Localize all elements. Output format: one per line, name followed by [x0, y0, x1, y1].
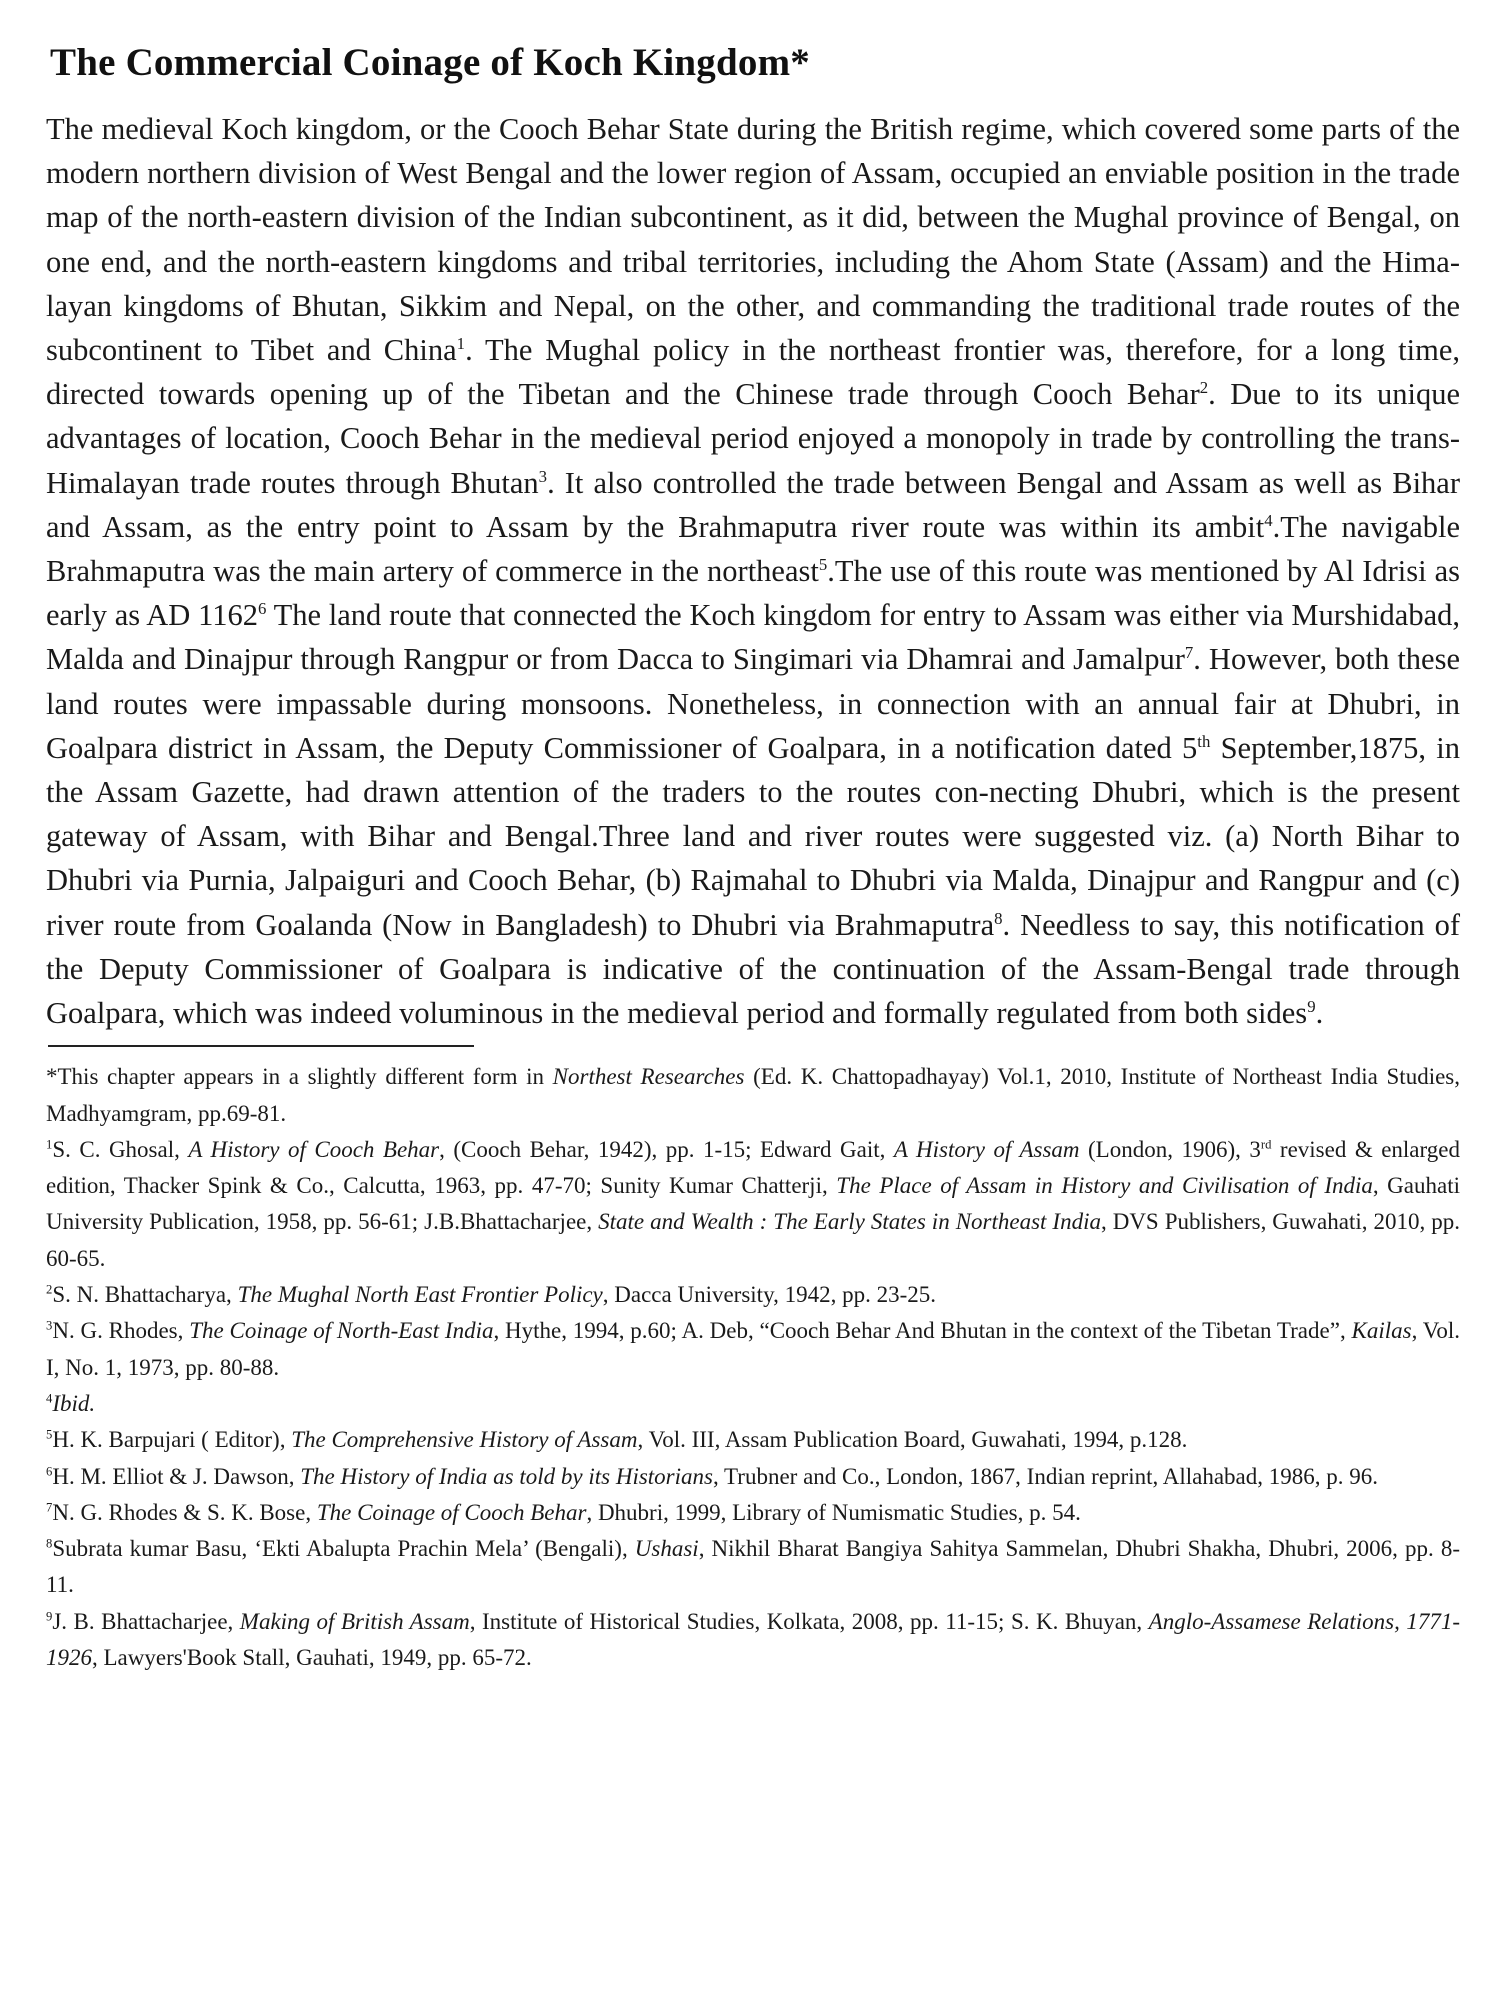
- footnote-9: $^9$J. B. Bhattacharjee, Making of British Assam, Institute of Historical Studies, Kolkata, 2008, pp. 11-15; S. K. Bhuyan, Anglo-Assamese Relations, 1771-1926, Lawyers'Book Stall, Gauhati, 1949, pp. 65-72.: [46, 1608, 1460, 1671]
- footnote-ref: 9: [1307, 996, 1316, 1016]
- footnote-3: $^3$N. G. Rhodes, The Coinage of North-East India, Hythe, 1994, p.60; A. Deb, “Cooch Behar And Bhutan in the context of the Tibetan Trade”, Kailas, Vol. I, No. 1, 1973, pp. 80-88.: [46, 1318, 1460, 1380]
- body-paragraph: The medieval Koch kingdom, or the Cooch Behar State during the British regime, which covered some parts of the modern northern division of West Bengal and the lower region of Assam, occupied an enviable position in the trade map of the north-eastern division of the Indian subcontinent, as it did, between the Mughal province of Bengal, on one end, and the north-eastern kingdoms and tribal territories, including the Ahom State (Assam) and the Hima-layan kingdoms of Bhutan, Sikkim and Nepal, on the other, and commanding the traditional trade routes of the subcontinent to Tibet and China$^1$. The Mughal policy in the northeast frontier was, therefore, for a long time, directed towards opening up of the Tibetan and the Chinese trade through Cooch Behar$^2$. Due to its unique advantages of location, Cooch Behar in the medieval period enjoyed a monopoly in trade by controlling the trans-Himalayan trade routes through Bhutan$^3$. It also controlled the trade between Bengal and Assam as well as Bihar and Assam, as the entry point to Assam by the Brahmaputra river route was within its ambit$^4$.The navigable Brahmaputra was the main artery of commerce in the northeast$^5$.The use of this route was mentioned by Al Idrisi as early as AD 1162$^6$ The land route that connected the Koch kingdom for entry to Assam was either via Murshidabad, Malda and Dinajpur through Rangpur or from Dacca to Singimari via Dhamrai and Jamalpur$^7$. However, both these land routes were impassable during monsoons. Nonetheless, in connection with an annual fair at Dhubri, in Goalpara district in Assam, the Deputy Commissioner of Goalpara, in a notification dated 5th September,1875, in the Assam Gazette, had drawn attention of the traders to the routes con-necting Dhubri, which is the present gateway of Assam, with Bihar and Bengal.Three land and river routes were suggested viz. (a) North Bihar to Dhubri via Purnia, Jalpaiguri and Cooch Behar, (b) Rajmahal to Dhubri via Malda, Dinajpur and Rangpur and (c) river route from Goalanda (Now in Bangladesh) to Dhubri via Brahmaputra$^8$. Needless to say, this notification of the Deputy Commissioner of Goalpara is indicative of the continuation of the Assam-Bengal trade through Goalpara, which was indeed voluminous in the medieval period and formally regulated from both sides$^9$.: [46, 112, 1461, 1031]
- footnote-ref: 1: [456, 333, 466, 353]
- footnote-ref: 8: [994, 908, 1003, 928]
- footnote-5: $^5$H. K. Barpujari ( Editor), The Comprehensive History of Assam, Vol. III, Assam Publication Board, Guwahati, 1994, p.128.: [46, 1427, 1188, 1453]
- footnote-1: $^1$S. C. Ghosal, A History of Cooch Behar, (Cooch Behar, 1942), pp. 1-15; Edward Gait, A History of Assam (London, 1906), 3rd revised & enlarged edition, Thacker Spink & Co., Calcutta, 1963, pp. 47-70; Sunity Kumar Chatterji, The Place of Assam in History and Civilisation of India, Gauhati University Publication, 1958, pp. 56-61; J.B.Bhattacharjee, State and Wealth : The Early States in Northeast India, DVS Publishers, Guwahati, 2010, pp. 60-65.: [46, 1136, 1460, 1271]
- footnote-ref: 5: [818, 554, 828, 574]
- footnote-7: $^7$N. G. Rhodes & S. K. Bose, The Coinage of Cooch Behar, Dhubri, 1999, Library of Numismatic Studies, p. 54.: [46, 1499, 1081, 1525]
- footnote-4: $^4$Ibid.: [46, 1390, 96, 1416]
- footnote-ref: 6: [257, 599, 267, 619]
- footnote-2: $^2$S. N. Bhattacharya, The Mughal North East Frontier Policy, Dacca University, 1942, pp. 23-25.: [46, 1282, 936, 1308]
- page-title: The Commercial Coinage of Koch Kingdom*: [50, 41, 810, 84]
- footnote-ref: 2: [1199, 378, 1209, 398]
- ordinal-suffix: th: [1197, 731, 1211, 751]
- footnote-divider: [48, 1045, 474, 1047]
- footnote-6: $^6$H. M. Elliot & J. Dawson, The History of India as told by its Historians, Trubner and Co., London, 1867, Indian reprint, Allahabad, 1986, p. 96.: [46, 1463, 1378, 1489]
- footnote-ref: 7: [1184, 643, 1194, 663]
- footnotes-section: [46, 1059, 1460, 1676]
- footnote-8: $^8$Subrata kumar Basu, ‘Ekti Abalupta Prachin Mela’ (Bengali), Ushasi, Nikhil Bharat Bangiya Sahitya Sammelan, Dhubri Shakha, Dhubri, 2006, pp. 8-11.: [46, 1536, 1460, 1598]
- footnote-ref: 3: [538, 466, 548, 486]
- footnote-star: *This chapter appears in a slightly different form in Northest Researches (Ed. K. Chattopadhayay) Vol.1, 2010, Institute of Northeast India Studies, Madhyamgram, pp.69-81.: [46, 1064, 1460, 1126]
- footnote-ref: 4: [1264, 510, 1273, 530]
